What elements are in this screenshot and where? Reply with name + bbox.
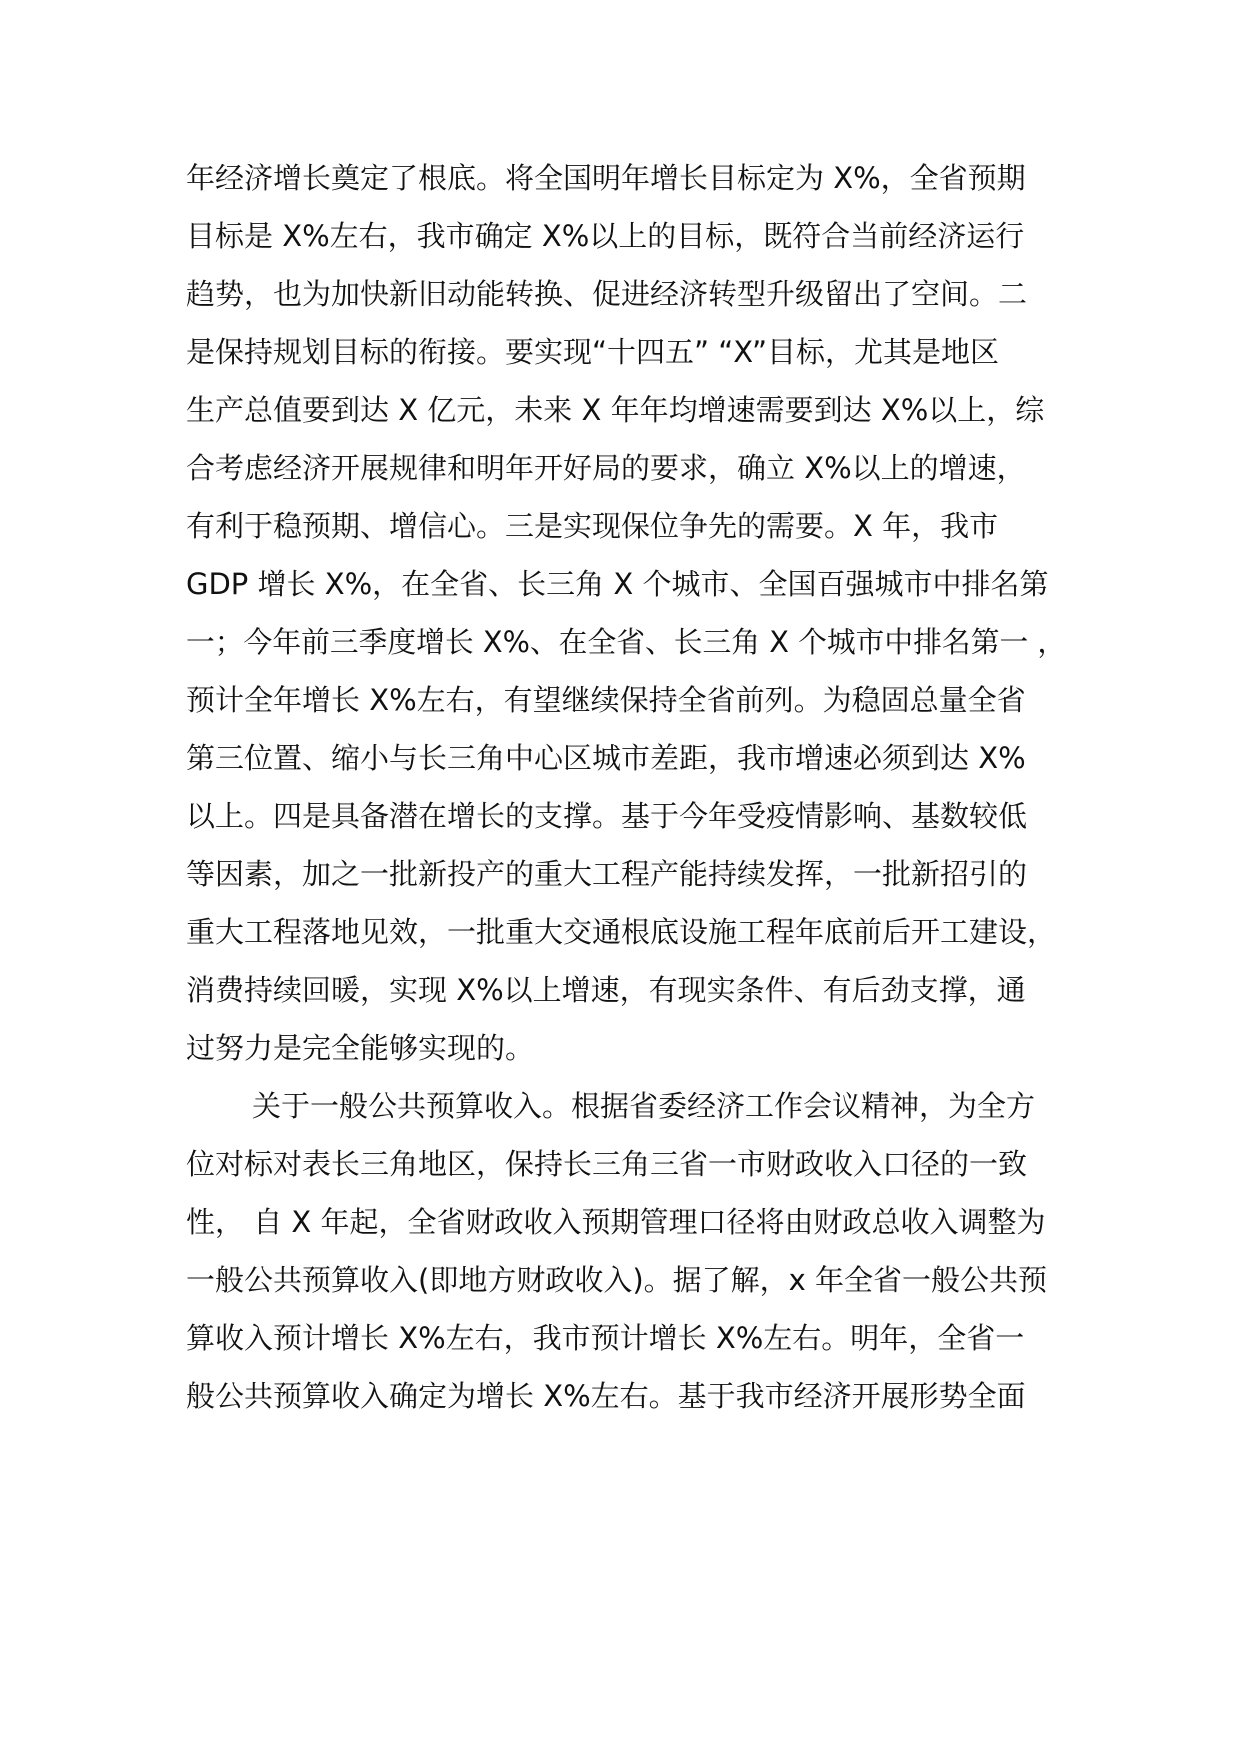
text-line: 一般公共预算收入(即地方财政收入)。据了解，x 年全省一般公共预 [186,1263,1048,1297]
text-line: 算收入预计增长 X%左右，我市预计增长 X%左右。明年，全省一 [186,1321,1025,1355]
text-line: 生产总值要到达 X 亿元，未来 X 年年均增速需要到达 X%以上，综 [186,393,1045,427]
text-line: 般公共预算收入确定为增长 X%左右。基于我市经济开展形势全面 [186,1379,1026,1413]
text-line: 重大工程落地见效，一批重大交通根底设施工程年底前后开工建设， [186,915,1057,949]
text-line: 第三位置、缩小与长三角中心区城市差距，我市增速必须到达 X% [186,741,1026,775]
text-line: 位对标对表长三角地区，保持长三角三省一市财政收入口径的一致 [186,1147,1028,1181]
text-line: 等因素，加之一批新投产的重大工程产能持续发挥，一批新招引的 [186,857,1028,891]
text-line: 以上。四是具备潜在增长的支撑。基于今年受疫情影响、基数较低 [186,799,1028,833]
text-line: 过努力是完全能够实现的。 [186,1031,535,1065]
text-line: 消费持续回暖，实现 X%以上增速，有现实条件、有后劲支撑，通 [186,973,1026,1007]
text-line: 有利于稳预期、增信心。三是实现保位争先的需要。X 年，我市 [186,509,999,543]
text-line: 年经济增长奠定了根底。将全国明年增长目标定为 X%，全省预期 [186,161,1026,195]
text-line: 趋势，也为加快新旧动能转换、促进经济转型升级留出了空间。二 [186,277,1028,311]
text-line: GDP 增长 X%，在全省、长三角 X 个城市、全国百强城市中排名第 [186,567,1049,601]
paragraph-first-line: 关于一般公共预算收入。根据省委经济工作会议精神，为全方 [252,1089,1036,1123]
text-line: 合考虑经济开展规律和明年开好局的要求，确立 X%以上的增速， [186,451,1026,485]
text-line: 预计全年增长 X%左右，有望继续保持全省前列。为稳固总量全省 [186,683,1026,717]
text-line: 目标是 X%左右，我市确定 X%以上的目标，既符合当前经济运行 [186,219,1025,253]
text-line: 一；今年前三季度增长 X%、在全省、长三角 X 个城市中排名第一 ， [186,625,1067,659]
text-line: 性， 自 X 年起，全省财政收入预期管理口径将由财政总收入调整为 [186,1205,1046,1239]
text-line: 是保持规划目标的衔接。要实现“十四五” “X”目标，尤其是地区 [186,335,1000,369]
